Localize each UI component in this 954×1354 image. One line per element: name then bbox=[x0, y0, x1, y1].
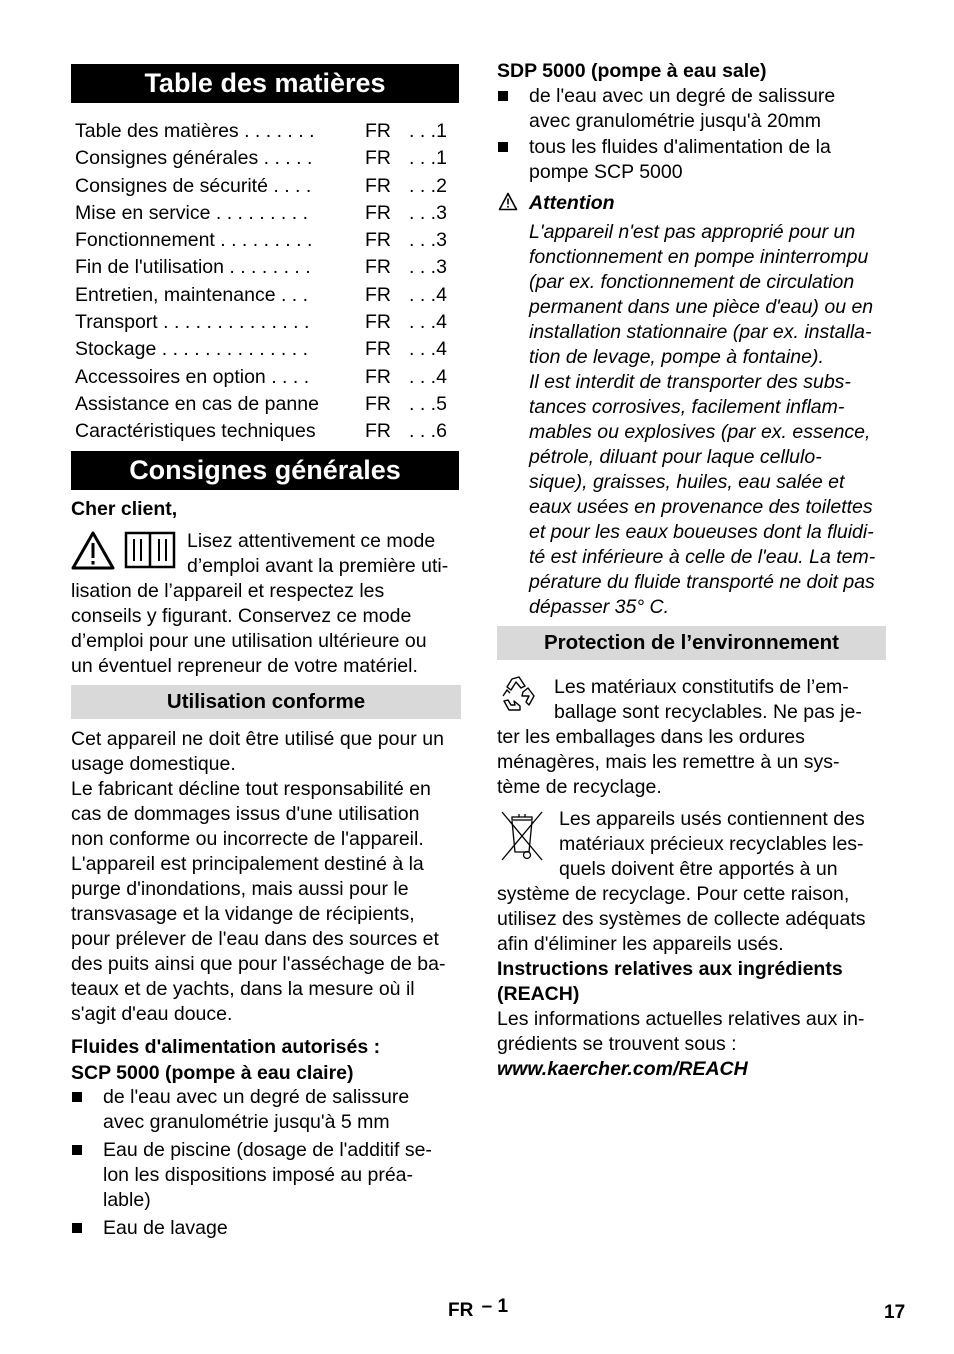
toc-entry-page: . . .1 bbox=[409, 147, 447, 170]
packaging-lines-long bbox=[497, 725, 889, 800]
attention-line: dépasser 35° C. bbox=[529, 596, 670, 618]
attention-line: tion de levage, pompe à fontaine). bbox=[529, 346, 824, 368]
toc-entry-lang: FR bbox=[365, 392, 391, 415]
attention-line: installation stationnaire (par ex. installa- bbox=[529, 321, 872, 343]
list-item: Eau de lavage bbox=[71, 1216, 463, 1241]
table-of-contents bbox=[75, 118, 459, 446]
reach-url-link[interactable]: www.kaercher.com/REACH bbox=[497, 1058, 748, 1080]
toc-entry-lang: FR bbox=[365, 229, 391, 252]
devices-line: afin d'éliminer les appareils usés. bbox=[497, 933, 784, 955]
crossed-bin-icon bbox=[498, 808, 546, 864]
packaging-line: ter les emballages dans les ordures bbox=[497, 726, 805, 748]
general-heading: Consignes générales bbox=[71, 451, 459, 490]
toc-entry[interactable] bbox=[75, 145, 459, 172]
toc-entry-dots: . . . . . . . . . bbox=[210, 201, 308, 224]
toc-entry-lang: FR bbox=[365, 338, 391, 361]
packaging-lines-short bbox=[554, 675, 889, 725]
toc-entry-dots: . . . . . bbox=[258, 147, 313, 170]
warning-triangle-icon bbox=[71, 530, 181, 572]
toc-entry-lang: FR bbox=[365, 174, 391, 197]
greeting: Cher client, bbox=[71, 498, 178, 520]
intro-lines-short bbox=[187, 529, 462, 579]
devices-lines-short bbox=[559, 807, 889, 882]
devices-line: utilisez des systèmes de collecte adéquats bbox=[497, 908, 866, 930]
intro-line: d’emploi pour une utilisation ultérieure ou bbox=[71, 630, 427, 652]
toc-entry-title: Transport bbox=[75, 311, 158, 334]
toc-entry-page: . . .3 bbox=[409, 256, 447, 279]
toc-entry-title: Consignes de sécurité bbox=[75, 174, 268, 197]
footer-lang: FR bbox=[448, 1300, 474, 1321]
toc-entry-lang: FR bbox=[365, 283, 391, 306]
attention-label: Attention bbox=[529, 192, 615, 214]
list-item: Eau de piscine (dosage de l'additif se- lon les dispositions imposé au préa- lable) bbox=[71, 1138, 463, 1213]
environment-heading: Protection de l’environnement bbox=[497, 626, 886, 660]
usage-heading: Utilisation conforme bbox=[71, 685, 461, 719]
scp-list bbox=[71, 1085, 463, 1241]
intro-line: lisation de l’appareil et respectez les bbox=[71, 580, 385, 602]
usage-line: Le fabricant décline tout responsabilité en bbox=[71, 778, 431, 800]
fluids-headings bbox=[71, 1034, 463, 1086]
toc-entry-lang: FR bbox=[365, 420, 391, 443]
toc-entry-dots: . . . . . . . . . . . . . . bbox=[157, 311, 310, 334]
warning-manual-icon-group bbox=[71, 530, 181, 572]
toc-entry-page: . . .4 bbox=[409, 311, 447, 334]
toc-entry-dots: . . . . . . . . . bbox=[214, 229, 313, 252]
usage-line: usage domestique. bbox=[71, 753, 236, 775]
toc-entry-title: Entretien, maintenance bbox=[75, 283, 276, 306]
toc-entry-title: Mise en service bbox=[75, 201, 211, 224]
toc-entry[interactable] bbox=[75, 173, 459, 200]
attention-line: sique), graisses, huiles, eau salée et bbox=[529, 471, 845, 493]
toc-entry-title: Assistance en cas de panne bbox=[75, 392, 319, 415]
usage-line: cas de dommages issus d'une utilisation bbox=[71, 803, 420, 825]
reach-text: Les informations actuelles relatives aux in- grédients se trouvent sous : www.kaercher.com/REACH bbox=[497, 1007, 889, 1082]
toc-entry-title: Accessoires en option bbox=[75, 365, 266, 388]
list-item: de l'eau avec un degré de salissure avec granulométrie jusqu'à 5 mm bbox=[71, 1085, 463, 1135]
attention-line: eaux usées en provenance des toilettes bbox=[529, 496, 873, 518]
toc-entry-page: . . .2 bbox=[409, 174, 447, 197]
toc-entry-lang: FR bbox=[365, 311, 391, 334]
toc-entry[interactable] bbox=[75, 364, 459, 391]
toc-heading: Table des matières bbox=[71, 64, 459, 103]
toc-entry-page: . . .4 bbox=[409, 338, 447, 361]
footer-language-page bbox=[448, 1298, 508, 1323]
attention-line: L'appareil n'est pas approprié pour un bbox=[529, 221, 856, 243]
toc-entry[interactable] bbox=[75, 336, 459, 363]
toc-entry-dots: . . . . bbox=[267, 174, 312, 197]
toc-entry-page: . . .4 bbox=[409, 365, 447, 388]
toc-entry-page: . . .3 bbox=[409, 201, 447, 224]
usage-line: pour prélever de l'eau dans des sources et bbox=[71, 928, 439, 950]
toc-entry-page: . . .3 bbox=[409, 229, 447, 252]
toc-entry[interactable] bbox=[75, 227, 459, 254]
usage-line: s'agit d'eau douce. bbox=[71, 1003, 233, 1025]
toc-entry-dots: . . . bbox=[275, 283, 309, 306]
list-item: de l'eau avec un degré de salissure avec granulométrie jusqu'à 20mm bbox=[497, 84, 887, 134]
page-number: 17 bbox=[884, 1302, 906, 1323]
usage-line: transvasage et la vidange de récipients, bbox=[71, 903, 415, 925]
toc-entry-dots: . . . . . . . . bbox=[223, 256, 311, 279]
attention-line: pétrole, diluant pour laque cellulo- bbox=[529, 446, 822, 468]
devices-lines-long bbox=[497, 882, 889, 957]
devices-line: quels doivent être apportés à un bbox=[559, 858, 838, 880]
manual-book-icon bbox=[126, 533, 174, 567]
toc-entry-lang: FR bbox=[365, 201, 391, 224]
toc-entry-lang: FR bbox=[365, 120, 391, 142]
devices-line: Les appareils usés contiennent des bbox=[559, 808, 865, 830]
attention-text bbox=[529, 220, 889, 620]
packaging-line: ballage sont recyclables. Ne pas je- bbox=[554, 701, 862, 723]
reach-heading: Instructions relatives aux ingrédients (REACH) bbox=[497, 958, 843, 1005]
toc-entry-dots: . . . . . . . . . . . . . . bbox=[156, 338, 309, 361]
attention-warning-icon bbox=[498, 192, 518, 211]
devices-line: matériaux précieux recyclables les- bbox=[559, 833, 864, 855]
toc-entry-title: Fin de l'utilisation bbox=[75, 256, 224, 279]
intro-line: conseils y figurant. Conservez ce mode bbox=[71, 605, 412, 627]
fluids-heading: Fluides d'alimentation autorisés : bbox=[71, 1036, 381, 1058]
devices-line: système de recyclage. Pour cette raison, bbox=[497, 883, 850, 905]
attention-line: (par ex. fonctionnement de circulation bbox=[529, 271, 855, 293]
usage-line: L'appareil est principalement destiné à la bbox=[71, 853, 424, 875]
usage-line: des puits ainsi que pour l'asséchage de ba- bbox=[71, 953, 446, 975]
toc-entry-title: Consignes générales bbox=[75, 147, 259, 170]
toc-entry-page: . . .1 bbox=[409, 120, 447, 142]
list-item: tous les fluides d'alimentation de la pompe SCP 5000 bbox=[497, 135, 887, 185]
intro-line: d’emploi avant la première uti- bbox=[187, 555, 449, 577]
toc-entry-title: Fonctionnement bbox=[75, 229, 215, 252]
toc-entry-title: Table des matières bbox=[75, 120, 239, 142]
toc-entry[interactable] bbox=[75, 200, 459, 227]
footer-dash-page: – 1 bbox=[481, 1296, 509, 1317]
toc-entry[interactable] bbox=[75, 418, 459, 445]
toc-entry-lang: FR bbox=[365, 365, 391, 388]
packaging-line: tème de recyclage. bbox=[497, 776, 662, 798]
sdp-list bbox=[497, 84, 887, 185]
scp-heading: SCP 5000 (pompe à eau claire) bbox=[71, 1062, 354, 1084]
intro-line: un éventuel repreneur de votre matériel. bbox=[71, 655, 418, 677]
attention-line: et pour les eaux boueuses dont la fluidi- bbox=[529, 521, 874, 543]
attention-line: té est inférieure à celle de l'eau. La tem- bbox=[529, 546, 876, 568]
attention-line: fonctionnement en pompe ininterrompu bbox=[529, 246, 869, 268]
toc-entry[interactable] bbox=[75, 282, 459, 309]
toc-entry-title: Stockage bbox=[75, 338, 157, 361]
usage-line: purge d'inondations, mais aussi pour le bbox=[71, 878, 409, 900]
recycle-icon bbox=[498, 674, 540, 714]
toc-entry[interactable] bbox=[75, 254, 459, 281]
usage-line: Cet appareil ne doit être utilisé que pour un bbox=[71, 728, 444, 750]
attention-line: Il est interdit de transporter des subs- bbox=[529, 371, 851, 393]
attention-line: pérature du fluide transporté ne doit pas bbox=[529, 571, 875, 593]
toc-entry[interactable] bbox=[75, 118, 459, 145]
usage-text bbox=[71, 727, 463, 1027]
toc-entry-page: . . .5 bbox=[409, 392, 447, 415]
intro-lines-long bbox=[71, 579, 461, 679]
usage-line: teaux et de yachts, dans la mesure où il bbox=[71, 978, 415, 1000]
toc-entry-page: . . .4 bbox=[409, 283, 447, 306]
attention-line: permanent dans une pièce d'eau) ou en bbox=[529, 296, 874, 318]
toc-entry[interactable] bbox=[75, 309, 459, 336]
toc-entry-page: . . .6 bbox=[409, 420, 447, 443]
usage-line: non conforme ou incorrecte de l'appareil. bbox=[71, 828, 424, 850]
packaging-line: Les matériaux constitutifs de l’em- bbox=[554, 676, 849, 698]
attention-line: mables ou explosives (par ex. essence, bbox=[529, 421, 871, 443]
attention-line: tances corrosives, facilement inflam- bbox=[529, 396, 845, 418]
toc-entry-lang: FR bbox=[365, 147, 391, 170]
toc-entry-dots: . . . . bbox=[265, 365, 310, 388]
toc-entry-lang: FR bbox=[365, 256, 391, 279]
intro-line: Lisez attentivement ce mode bbox=[187, 530, 436, 552]
toc-entry-dots: . . . . . . . bbox=[238, 120, 315, 142]
packaging-line: ménagères, mais les remettre à un sys- bbox=[497, 751, 840, 773]
toc-entry-title: Caractéristiques techniques bbox=[75, 420, 316, 443]
toc-entry[interactable] bbox=[75, 391, 459, 418]
sdp-heading: SDP 5000 (pompe à eau sale) bbox=[497, 60, 767, 82]
